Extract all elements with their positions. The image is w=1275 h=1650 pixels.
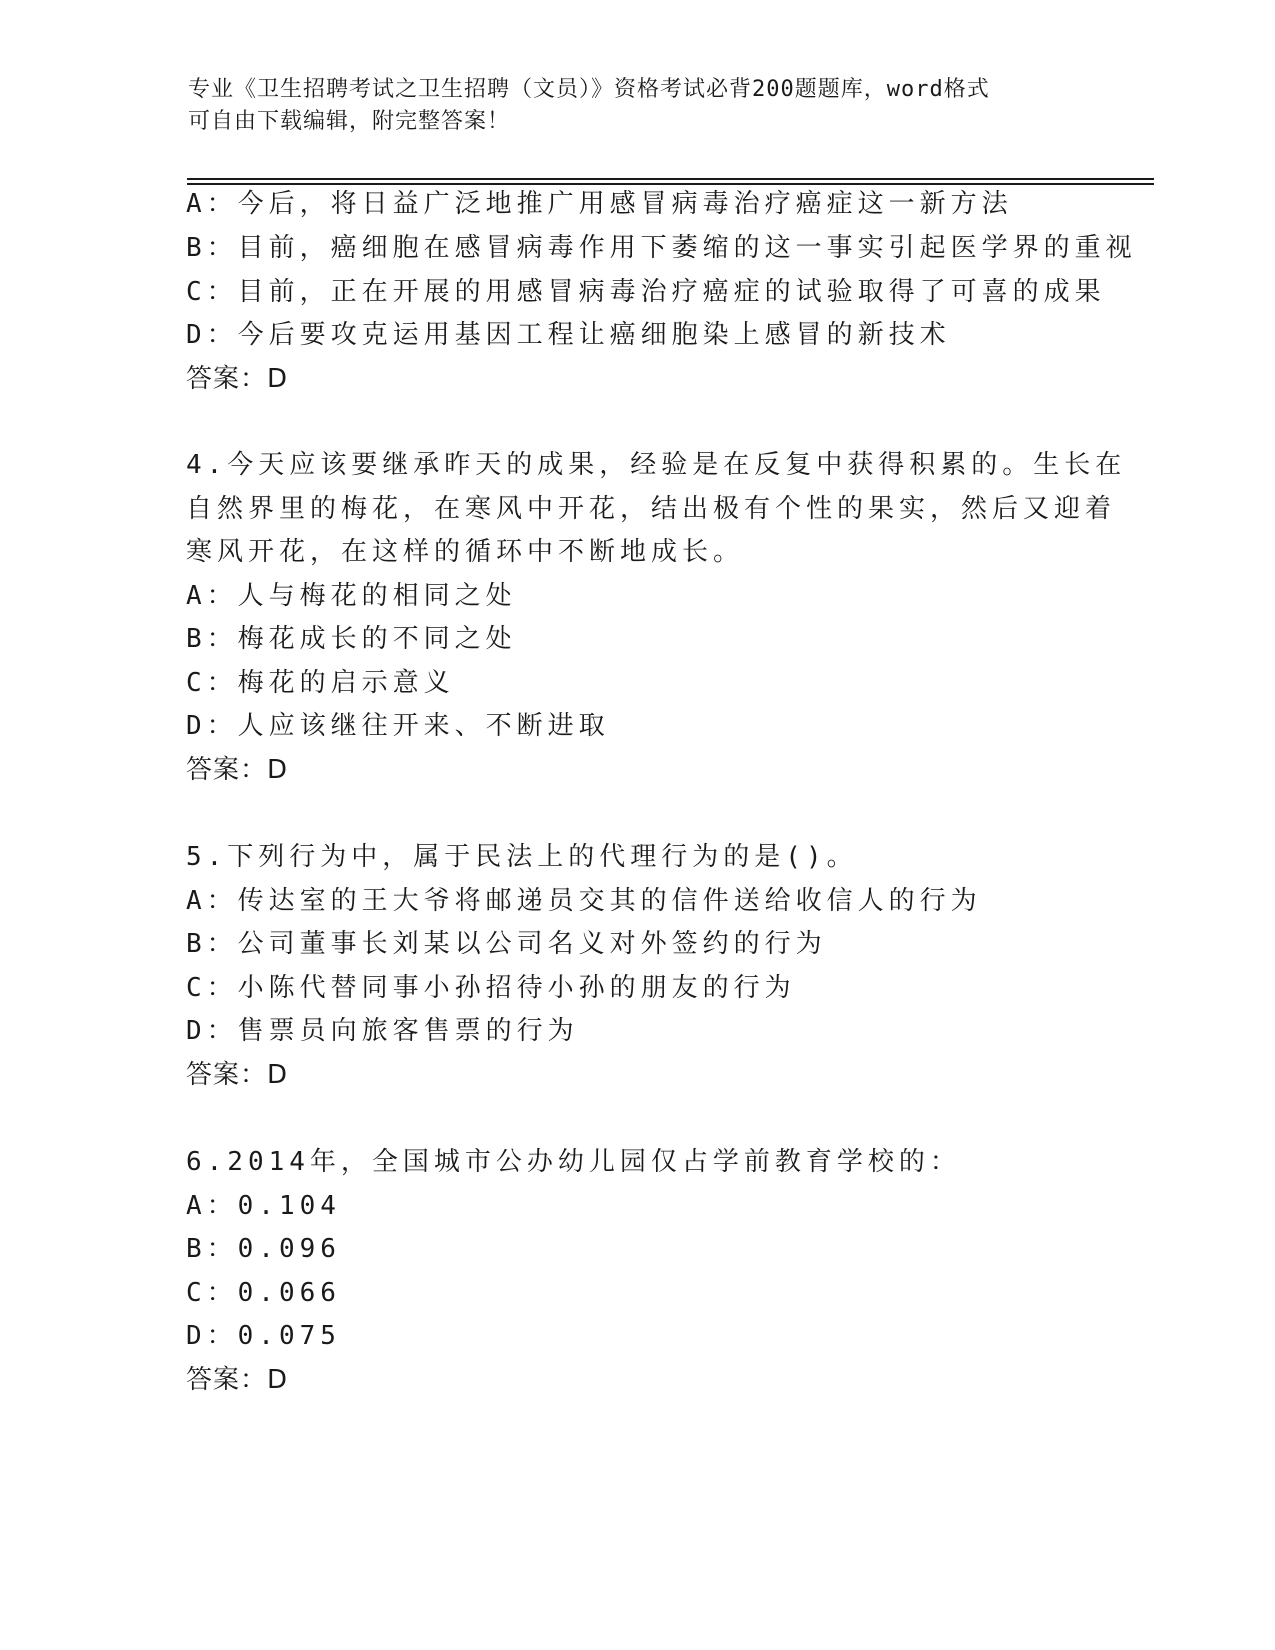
q4-stem-line-3: 寒风开花，在这样的循环中不断地成长。	[186, 537, 745, 567]
q6-option-d: D：0.075	[186, 1321, 341, 1351]
q3-option-a: A：今后，将日益广泛地推广用感冒病毒治疗癌症这一新方法	[186, 189, 1013, 219]
q4-option-d: D：人应该继往开来、不断进取	[186, 711, 610, 741]
q4-stem-line-2: 自然界里的梅花，在寒风中开花，结出极有个性的果实，然后又迎着	[186, 494, 1117, 524]
q5-option-a: A：传达室的王大爷将邮递员交其的信件送给收信人的行为	[186, 886, 982, 916]
q5-option-c: C：小陈代替同事小孙招待小孙的朋友的行为	[186, 973, 796, 1003]
document-header	[188, 74, 1088, 138]
header-line-2: 可自由下载编辑，附完整答案！	[188, 109, 511, 134]
q4-stem-line-1: 4.今天应该要继承昨天的成果，经验是在反复中获得积累的。生长在	[186, 450, 1127, 480]
q3-option-c: C：目前，正在开展的用感冒病毒治疗癌症的试验取得了可喜的成果	[186, 277, 1106, 307]
q6-option-a: A：0.104	[186, 1191, 341, 1221]
q5-option-b: B：公司董事长刘某以公司名义对外签约的行为	[186, 929, 827, 959]
q6-option-b: B：0.096	[186, 1234, 341, 1264]
q6-answer: 答案：D	[186, 1365, 289, 1395]
q6-stem: 6.2014年，全国城市公办幼儿园仅占学前教育学校的：	[186, 1147, 961, 1177]
q3-option-b: B：目前，癌细胞在感冒病毒作用下萎缩的这一事实引起医学界的重视	[186, 233, 1137, 263]
q3-option-d: D：今后要攻克运用基因工程让癌细胞染上感冒的新技术	[186, 320, 951, 350]
q4-answer: 答案：D	[186, 755, 289, 785]
q4-option-c: C：梅花的启示意义	[186, 668, 455, 698]
q3-answer: 答案：D	[186, 364, 289, 394]
q5-answer: 答案：D	[186, 1060, 289, 1090]
q5-option-d: D：售票员向旅客售票的行为	[186, 1016, 579, 1046]
q5-stem: 5.下列行为中，属于民法上的代理行为的是()。	[186, 842, 858, 872]
q4-option-b: B：梅花成长的不同之处	[186, 624, 517, 654]
q6-option-c: C：0.066	[186, 1278, 341, 1308]
header-rule-bottom	[187, 183, 1154, 185]
header-rule-top	[187, 178, 1154, 180]
q4-option-a: A：人与梅花的相同之处	[186, 581, 517, 611]
header-line-1: 专业《卫生招聘考试之卫生招聘（文员）》资格考试必背200题题库，word格式	[188, 77, 990, 102]
